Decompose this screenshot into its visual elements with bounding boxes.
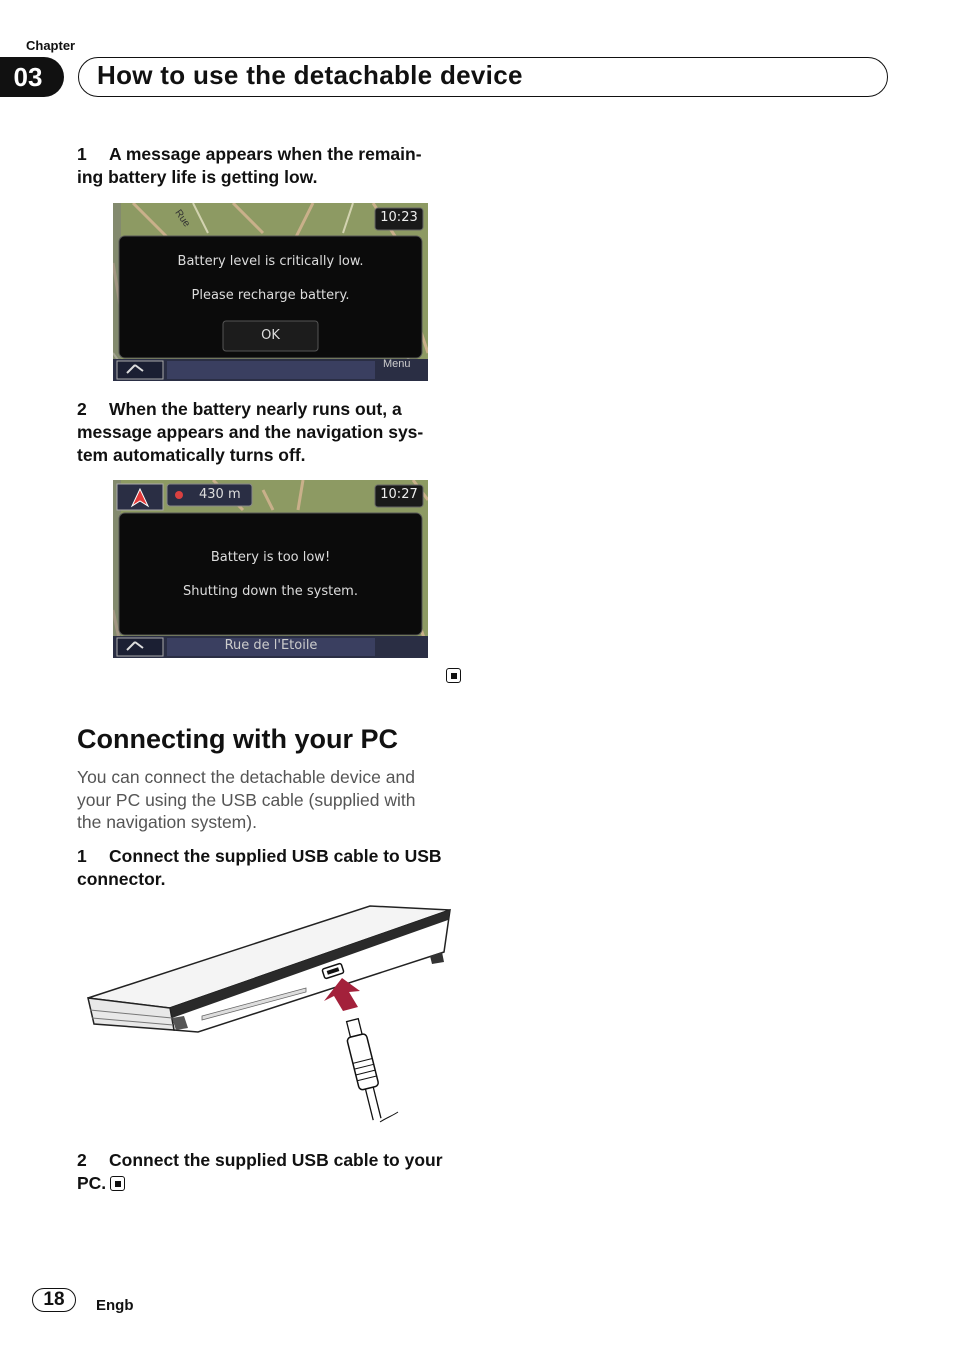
message-line: Please recharge battery. xyxy=(191,288,350,303)
chapter-title: How to use the detachable device xyxy=(97,60,523,90)
step-number: 1 xyxy=(77,846,87,866)
step-text-line: ing battery life is getting low. xyxy=(77,167,318,187)
step-number: 2 xyxy=(77,399,87,419)
step-text-line: message appears and the navigation sys- xyxy=(77,422,424,442)
ok-button[interactable]: OK xyxy=(261,328,280,343)
language-code: Engb xyxy=(96,1297,134,1314)
step-text-line: When the battery nearly runs out, a xyxy=(109,399,402,419)
clock: 10:23 xyxy=(380,210,418,225)
step-2-connect-pc xyxy=(77,1149,467,1195)
page-number: 18 xyxy=(32,1288,76,1312)
chapter-number: 03 xyxy=(0,57,64,97)
step-2-battery-out xyxy=(77,398,467,467)
chapter-label: Chapter xyxy=(26,38,76,53)
menu-button[interactable]: Menu xyxy=(383,358,411,370)
step-text-line: connector. xyxy=(77,869,166,889)
message-line: Battery level is critically low. xyxy=(177,254,364,269)
street-fragment: Rue xyxy=(172,207,192,230)
street-name: Rue de l'Etoile xyxy=(224,638,318,653)
section-title: Connecting with your PC xyxy=(77,724,398,754)
message-line: Battery is too low! xyxy=(210,550,331,565)
step-text-line: Connect the supplied USB cable to your xyxy=(109,1150,443,1170)
step-text-line: tem automatically turns off. xyxy=(77,445,306,465)
step-1-connect-usb xyxy=(77,845,467,891)
end-mark-icon xyxy=(110,1176,125,1191)
step-text-line: A message appears when the remain- xyxy=(109,144,422,164)
end-mark-icon xyxy=(446,668,461,683)
distance-readout: 430 m xyxy=(199,487,241,502)
intro-line: You can connect the detachable device and xyxy=(77,767,415,787)
battery-shutdown-screenshot xyxy=(113,480,428,658)
intro-line: your PC using the USB cable (supplied with xyxy=(77,789,416,810)
usb-connection-illustration xyxy=(80,900,460,1130)
step-text-line: PC. xyxy=(77,1173,107,1193)
step-text-line: Connect the supplied USB cable to USB xyxy=(109,846,442,866)
intro-line: the navigation system). xyxy=(77,812,257,832)
battery-low-screenshot xyxy=(113,203,428,381)
step-number: 2 xyxy=(77,1150,87,1170)
clock: 10:27 xyxy=(380,487,418,502)
message-line: Shutting down the system. xyxy=(183,584,358,599)
section-intro xyxy=(77,766,467,834)
step-1-battery-low xyxy=(77,143,467,189)
step-number: 1 xyxy=(77,144,87,164)
